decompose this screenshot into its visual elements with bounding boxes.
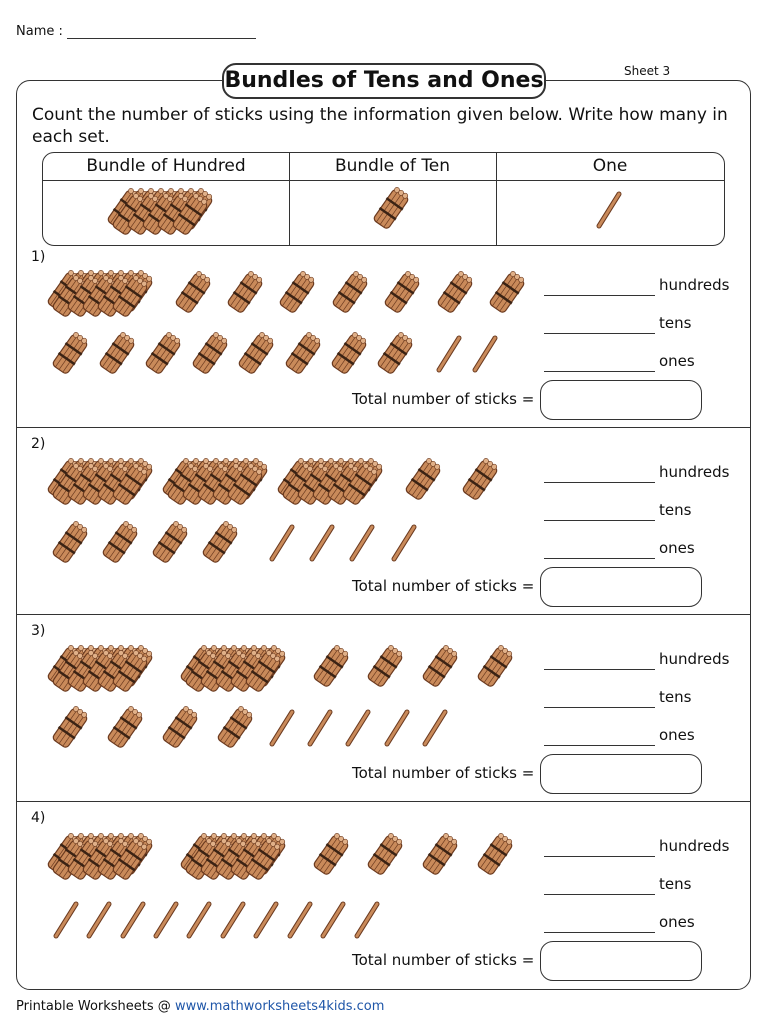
hundreds-label: hundreds <box>659 276 730 294</box>
worksheet-title: Bundles of Tens and Ones <box>222 63 546 99</box>
problem-number: 3) <box>31 623 46 639</box>
tens-label: tens <box>659 501 692 519</box>
hundreds-label: hundreds <box>659 463 730 481</box>
total-label: Total number of sticks = <box>352 764 535 782</box>
instructions: Count the number of sticks using the information given below. Write how many in each set. <box>32 105 728 147</box>
hundreds-label: hundreds <box>659 837 730 855</box>
sheet-label: Sheet 3 <box>624 64 671 78</box>
tens-label: tens <box>659 875 692 893</box>
one-stick-icon <box>599 194 619 226</box>
ones-label: ones <box>659 352 695 370</box>
total-label: Total number of sticks = <box>352 390 535 408</box>
hundreds-label: hundreds <box>659 650 730 668</box>
problem-number: 2) <box>31 436 46 452</box>
ones-label: ones <box>659 539 695 557</box>
hundred-bundle-icon <box>106 187 216 237</box>
problem-number: 4) <box>31 810 46 826</box>
tens-label: tens <box>659 688 692 706</box>
total-label: Total number of sticks = <box>352 577 535 595</box>
name-label: Name : <box>16 24 63 39</box>
problem-number: 1) <box>31 249 46 265</box>
key-head-one: One <box>496 153 724 181</box>
tens-label: tens <box>659 314 692 332</box>
ten-bundle-icon <box>372 186 412 231</box>
ones-label: ones <box>659 726 695 744</box>
total-label: Total number of sticks = <box>352 951 535 969</box>
footer-link[interactable]: www.mathworksheets4kids.com <box>174 999 385 1014</box>
key-head-ten: Bundle of Ten <box>289 153 496 181</box>
key-head-hundred: Bundle of Hundred <box>43 153 289 181</box>
footer-prefix: Printable Worksheets @ <box>16 999 175 1014</box>
ones-label: ones <box>659 913 695 931</box>
